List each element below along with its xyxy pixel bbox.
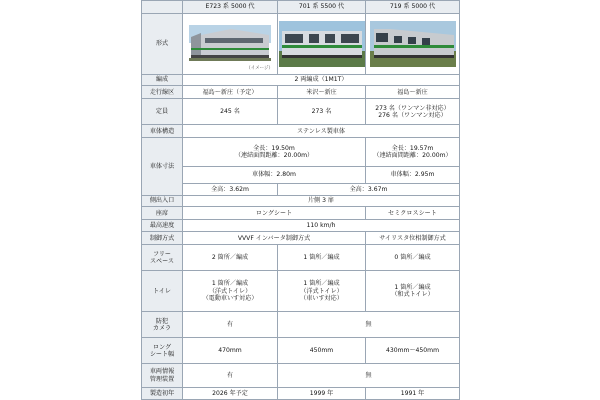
capacity-e723: 245 名 [183,99,278,125]
toilet-e723-line1: 1 箇所／編成 [211,280,249,288]
toilet-e723-line2: （洋式トイレ） [208,287,252,295]
row-toilet [142,271,460,312]
toilet-719-line1: 1 箇所／編成 [394,284,431,292]
row-long-seat-width [142,338,460,364]
row-label-info-system [142,364,183,388]
photo-cell-e723 [183,13,278,74]
toilet-719-line2: （和式トイレ） [391,291,434,299]
row-label-doors: 側出入口 [142,195,183,207]
row-label-camera [142,312,183,338]
row-label-capacity: 定員 [142,99,183,125]
free-space-701: 1 箇所／編成 [278,245,366,271]
row-label-free-space [142,245,183,271]
row-camera [142,312,460,338]
toilet-701-line3: （車いす対応） [300,294,343,302]
length-719 [366,138,460,167]
camera-label-line1: 防犯 [155,317,169,325]
row-label-type: 形式 [142,13,183,74]
toilet-e723-line3: （電動車いす対応） [202,294,258,302]
header-e723: E723 系 5000 代 [183,1,278,14]
row-speed [142,220,460,232]
row-control [142,232,460,245]
long-seat-label-line2: シート幅 [149,350,175,358]
long-seat-701: 450mm [278,338,366,364]
structure-value: ステンレス製車体 [183,125,460,138]
length-b-line2: （連結面間距離：20.00m） [373,152,452,160]
capacity-719-line2: 276 名（ワンマン対応） [378,111,447,119]
row-seats [142,207,460,220]
row-structure [142,125,460,138]
header-719: 719 系 5000 代 [366,1,460,14]
control-vvvf: VVVF インバータ制御方式 [183,232,366,245]
length-b-line1: 全長：19.57m [391,145,434,153]
long-seat-719: 430mm～450mm [366,338,460,364]
free-space-e723: 2 箇所／編成 [183,245,278,271]
row-info-system [142,364,460,388]
row-free-space [142,245,460,271]
year-719: 1991 年 [366,387,460,399]
toilet-701-line2: （洋式トイレ） [300,287,343,295]
row-label-long-seat-width [142,338,183,364]
doors-value: 片側 3 扉 [183,195,460,207]
year-e723: 2026 年予定 [183,387,278,399]
info-system-label-line2: 管理装置 [149,375,175,383]
row-label-dims: 車体寸法 [142,138,183,195]
image-caption: （イメージ） [246,66,273,72]
camera-label-line2: カメラ [152,324,172,332]
free-space-label-line1: フリー [152,250,172,258]
camera-701-719: 無 [278,312,460,338]
free-space-label-line2: スペース [149,257,175,265]
row-label-formation: 編成 [142,74,183,86]
spec-table [141,0,460,400]
row-dims-width [142,167,460,183]
width-719: 車体幅：2.95m [366,167,460,183]
length-a-line2: （連結面間距離：20.00m） [234,152,314,160]
train-image-719 [370,21,456,67]
capacity-701: 273 名 [278,99,366,125]
year-701: 1999 年 [278,387,366,399]
long-seat-label-line1: ロング [152,343,172,351]
toilet-701-line1: 1 箇所／編成 [303,280,340,288]
train-image-701 [279,21,365,67]
row-dims-length [142,138,460,167]
row-label-seats: 座席 [142,207,183,220]
row-label-speed: 最高速度 [142,220,183,232]
seats-semicross: セミクロスシート [366,207,460,220]
row-doors [142,195,460,207]
height-701-719: 全高：3.67m [278,183,460,195]
row-label-structure: 車体構造 [142,125,183,138]
header-row [142,1,460,14]
photo-cell-719 [366,13,460,74]
section-719: 福島～新庄 [366,86,460,99]
length-e723-701 [183,138,366,167]
length-a-line1: 全長：19.50m [253,145,295,153]
row-label-toilet: トイレ [142,271,183,312]
row-label-section: 走行線区 [142,86,183,99]
image-row [142,13,460,74]
section-701: 米沢～新庄 [278,86,366,99]
info-system-701-719: 無 [278,364,460,388]
seats-long: ロングシート [183,207,366,220]
free-space-719: 0 箇所／編成 [366,245,460,271]
camera-e723: 有 [183,312,278,338]
width-e723-701: 車体幅：2.80m [183,167,366,183]
toilet-719 [366,271,460,312]
info-system-label-line1: 車両情報 [149,368,175,376]
row-label-year: 製造初年 [142,387,183,399]
toilet-701 [278,271,366,312]
section-e723: 福島～新庄（予定） [183,86,278,99]
row-capacity [142,99,460,125]
height-e723: 全高：3.62m [183,183,278,195]
row-dims-height [142,183,460,195]
speed-value: 110 km/h [183,220,460,232]
train-image-e723 [187,21,273,67]
photo-cell-701 [278,13,366,74]
header-corner [142,1,183,14]
info-system-e723: 有 [183,364,278,388]
row-section [142,86,460,99]
row-formation [142,74,460,86]
row-year [142,387,460,399]
header-701: 701 系 5500 代 [278,1,366,14]
formation-value: 2 両編成（1M1T） [183,74,460,86]
row-label-control: 制御方式 [142,232,183,245]
toilet-e723 [183,271,278,312]
long-seat-e723: 470mm [183,338,278,364]
capacity-719 [366,99,460,125]
capacity-719-line1: 273 名（ワンマン非対応） [375,104,450,112]
control-thyristor: サイリスタ位相制御方式 [366,232,460,245]
